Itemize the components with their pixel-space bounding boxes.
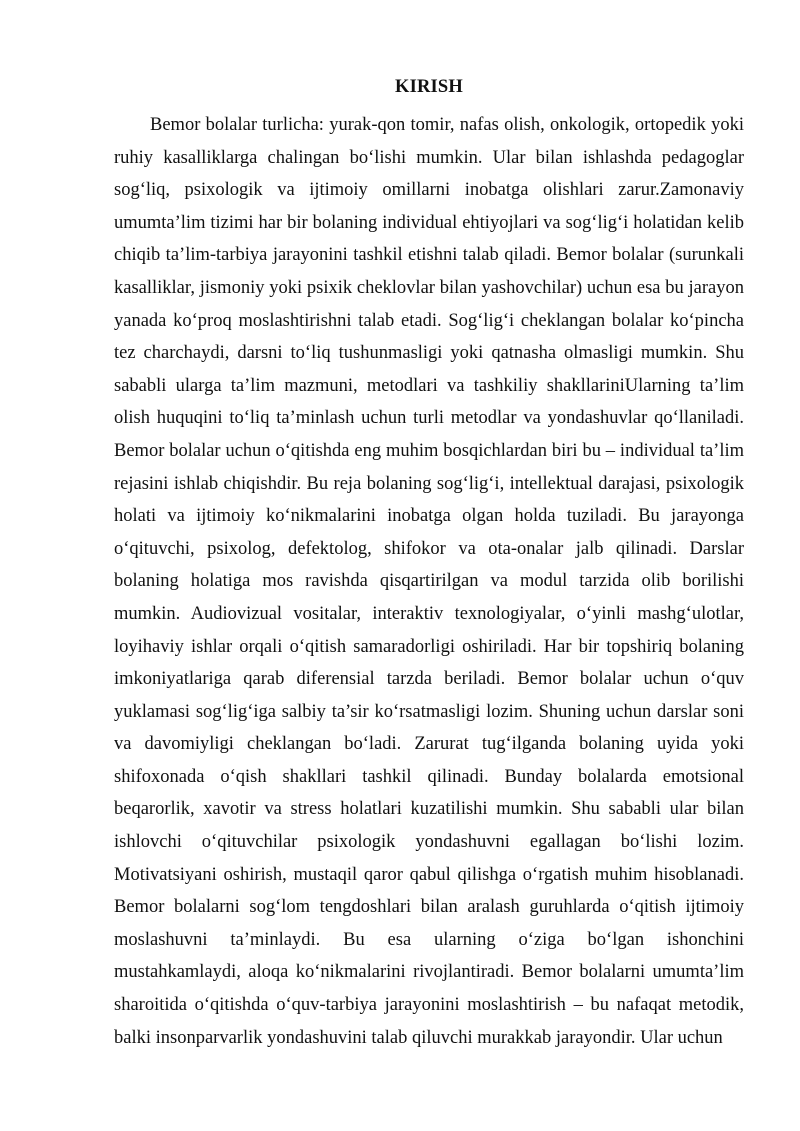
document-page [114, 0, 744, 1054]
body-paragraph: Bemor bolalar turlicha: yurak-qon tomir, nafas olish, onkologik, ortopedik yoki ruhiy kasalliklarga chalingan bo‘lishi mumkin. Ular bilan ishlashda pedagoglar sog‘liq, psixologik va ijtimoiy omillarni inobatga olishlari zarur.Zamonaviy umumta’lim tizimi har bir bolaning individual ehtiyojlari va sog‘lig‘i holatidan kelib chiqib ta’lim-tarbiya jarayonini tashkil etishni talab qiladi. Bemor bolalar (surunkali kasalliklar, jismoniy yoki psixik cheklovlar bilan yashovchilar) uchun esa bu jarayon yanada ko‘proq moslashtirishni talab etadi. Sog‘lig‘i cheklangan bolalar ko‘pincha tez charchaydi, darsni to‘liq tushunmasligi yoki qatnasha olmasligi mumkin. Shu sababli ularga ta’lim mazmuni, metodlari va tashkiliy shakllariniUlarning ta’lim olish huquqini to‘liq ta’minlash uchun turli metodlar va yondashuvlar qo‘llaniladi. Bemor bolalar uchun o‘qitishda eng muhim bosqichlardan biri bu – individual ta’lim rejasini ishlab chiqishdir. Bu reja bolaning sog‘lig‘i, intellektual darajasi, psixologik holati va ijtimoiy ko‘nikmalarini inobatga olgan holda tuziladi. Bu jarayonga o‘qituvchi, psixolog, defektolog, shifokor va ota-onalar jalb qilinadi. Darslar bolaning holatiga mos ravishda qisqartirilgan va modul tarzida olib borilishi mumkin. Audiovizual vositalar, interaktiv texnologiyalar, o‘yinli mashg‘ulotlar, loyihaviy ishlar orqali o‘qitish samaradorligi oshiriladi. Har bir topshiriq bolaning imkoniyatlariga qarab diferensial tarzda beriladi. Bemor bolalar uchun o‘quv yuklamasi sog‘lig‘iga salbiy ta’sir ko‘rsatmasligi lozim. Shuning uchun darslar soni va davomiyligi cheklangan bo‘ladi. Zarurat tug‘ilganda bolaning uyida yoki shifoxonada o‘qish shakllari tashkil qilinadi. Bunday bolalarda emotsional beqarorlik, xavotir va stress holatlari kuzatilishi mumkin. Shu sababli ular bilan ishlovchi o‘qituvchilar psixologik yondashuvni egallagan bo‘lishi lozim. Motivatsiyani oshirish, mustaqil qaror qabul qilishga o‘rgatish muhim hisoblanadi. Bemor bolalarni sog‘lom tengdoshlari bilan aralash guruhlarda o‘qitish ijtimoiy moslashuvni ta’minlaydi. Bu esa ularning o‘ziga bo‘lgan ishonchini mustahkamlaydi, aloqa ko‘nikmalarini rivojlantiradi. Bemor bolalarni umumta’lim sharoitida o‘qitishda o‘quv-tarbiya jarayonini moslashtirish – bu nafaqat metodik, balki insonparvarlik yondashuvini talab qiluvchi murakkab jarayondir. Ular uchun [114, 115, 744, 1048]
page-title: KIRISH [394, 77, 464, 97]
